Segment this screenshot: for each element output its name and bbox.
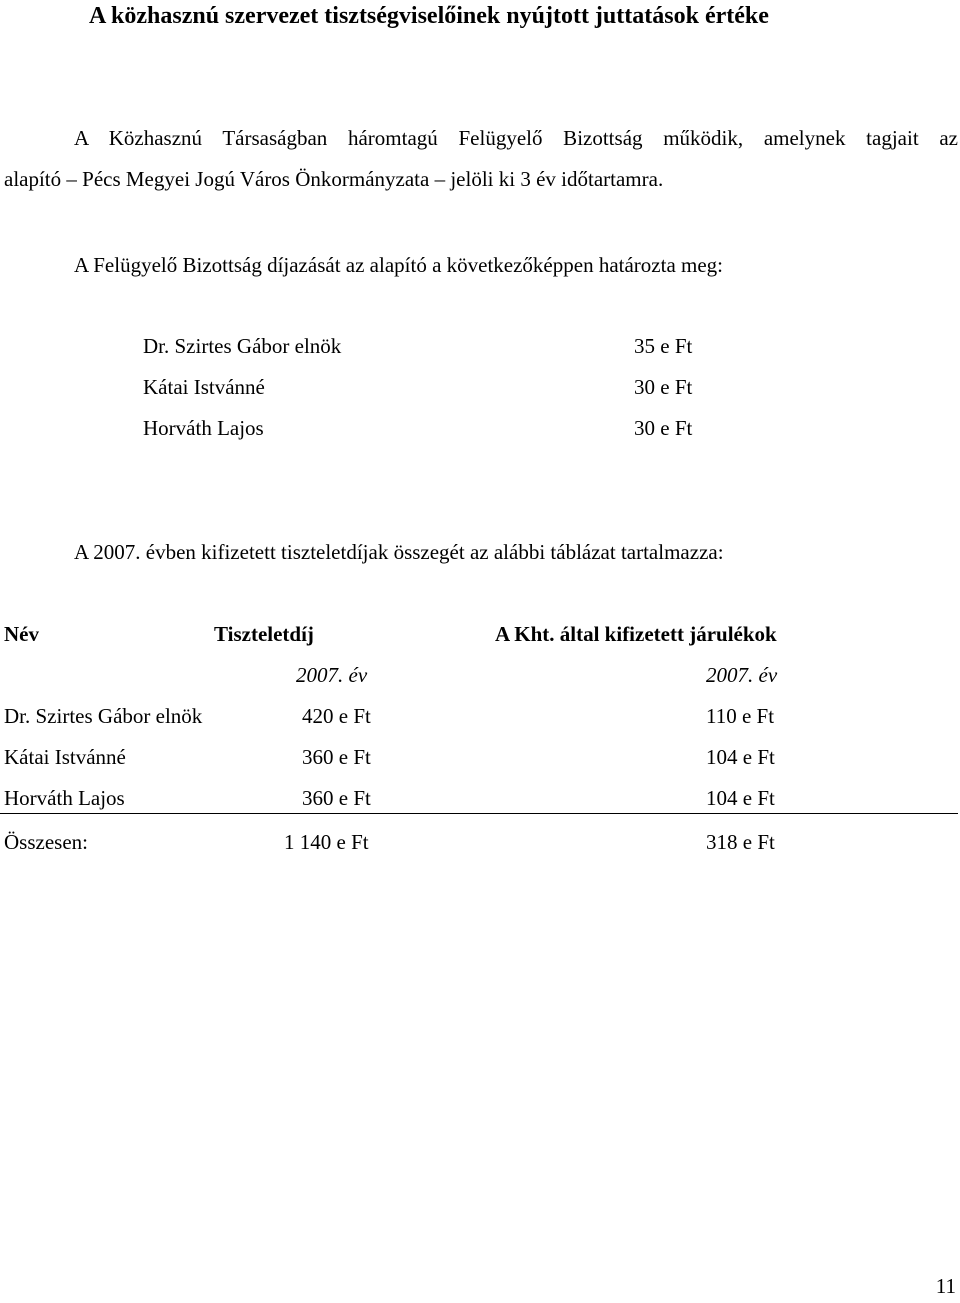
table-cell-honorarium: 360 e Ft [302, 786, 371, 810]
fee-intro-text: A Felügyelő Bizottság díjazását az alapító a következőképpen határozta meg: [74, 253, 724, 277]
intro-line-1: A Közhasznú Társaságban háromtagú Felügyelő Bizottság működik, amelynek tagjait az [74, 126, 958, 150]
subheader-contribution-year: 2007. év [706, 663, 778, 687]
table-cell-contribution: 104 e Ft [706, 786, 775, 810]
table-cell-contribution: 110 e Ft [706, 704, 775, 728]
table-cell-honorarium: 360 e Ft [302, 745, 371, 769]
total-contribution: 318 e Ft [706, 830, 775, 854]
intro-line-2: alapító – Pécs Megyei Jogú Város Önkormányzata – jelöli ki 3 év időtartamra. [4, 167, 664, 191]
fee-name: Kátai Istvánné [143, 375, 265, 399]
total-label: Összesen: [4, 830, 88, 854]
table-cell-name: Horváth Lajos [4, 786, 125, 810]
subheader-honorarium-year: 2007. év [296, 663, 368, 687]
table-cell-contribution: 104 e Ft [706, 745, 775, 769]
column-header-contribution: A Kht. által kifizetett járulékok [495, 622, 777, 646]
column-header-honorarium: Tiszteletdíj [214, 622, 314, 646]
table-cell-name: Kátai Istvánné [4, 745, 126, 769]
page-number: 11 [935, 1274, 956, 1298]
total-honorarium: 1 140 e Ft [284, 830, 369, 854]
column-header-name: Név [4, 622, 39, 646]
fee-name: Horváth Lajos [143, 416, 264, 440]
fee-amount: 30 e Ft [634, 375, 693, 399]
table-cell-name: Dr. Szirtes Gábor elnök [4, 704, 203, 728]
fee-name: Dr. Szirtes Gábor elnök [143, 334, 342, 358]
intro-paragraph [4, 118, 958, 200]
page-title: A közhasznú szervezet tisztségviselőinek nyújtott juttatások értéke [89, 3, 769, 29]
fee-amount: 30 e Ft [634, 416, 693, 440]
table-cell-honorarium: 420 e Ft [302, 704, 371, 728]
table-intro-text: A 2007. évben kifizetett tiszteletdíjak összegét az alábbi táblázat tartalmazza: [74, 540, 724, 564]
total-divider [0, 813, 958, 814]
fee-amount: 35 e Ft [634, 334, 693, 358]
